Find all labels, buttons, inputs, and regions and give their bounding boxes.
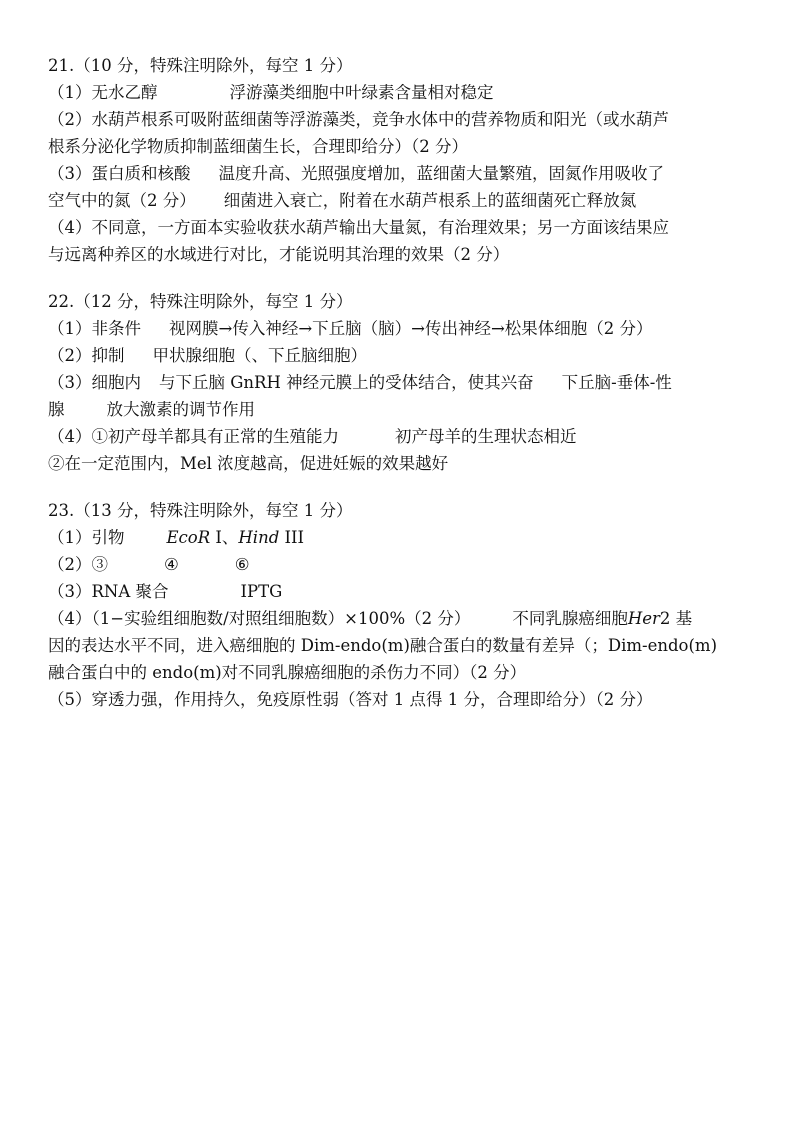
q22-2a: （2）抑制 bbox=[48, 346, 125, 365]
q23-answer-5: （5）穿透力强，作用持久，免疫原性弱（答对 1 点得 1 分，合理即给分）（2 分） bbox=[48, 690, 653, 709]
q22-3a: （3）细胞内 bbox=[48, 373, 141, 392]
q21-answer-2: （2）水葫芦根系可吸附蓝细菌等浮游藻类，竞争水体中的营养物质和阳光（或水葫芦 bbox=[48, 110, 669, 129]
q21-3b: 温度升高、光照强度增加，蓝细菌大量繁殖，固氮作用吸收了 bbox=[218, 164, 664, 183]
q22-2b: 甲状腺细胞（、下丘脑细胞） bbox=[152, 346, 367, 365]
q23-1b: EcoR bbox=[166, 528, 211, 547]
q23-4c: Her bbox=[627, 609, 660, 628]
q23-1d: Hind bbox=[238, 528, 280, 547]
q23-4b: 不同乳腺癌细胞 bbox=[512, 609, 628, 628]
q23-answer-4-cont: 因的表达水平不同，进入癌细胞的 Dim-endo(m)融合蛋白的数量有差异（；Dim-endo(m) bbox=[48, 636, 718, 655]
q21-answer-3 bbox=[48, 160, 760, 187]
q21-3c: 空气中的氮（2 分） bbox=[48, 191, 196, 210]
q23-4d: 2 基 bbox=[659, 609, 693, 628]
q23-answer-2 bbox=[48, 551, 760, 578]
q21-header: 21.（10 分，特殊注明除外，每空 1 分） bbox=[48, 56, 353, 75]
q22-4a: 腺 bbox=[48, 400, 65, 419]
question-23 bbox=[48, 497, 760, 713]
q23-answer-4 bbox=[48, 605, 760, 632]
q22-4b: 放大激素的调节作用 bbox=[106, 400, 255, 419]
q21-1b: 浮游藻类细胞中叶绿素含量相对稳定 bbox=[229, 83, 494, 102]
q23-3b: IPTG bbox=[240, 582, 283, 601]
q23-3a: （3）RNA 聚合 bbox=[48, 582, 169, 601]
q23-1c: I、 bbox=[210, 528, 239, 547]
q23-2b: ④ bbox=[164, 555, 179, 574]
q23-4a: （4）（1−实验组细胞数/对照组细胞数）×100%（2 分） bbox=[48, 609, 471, 628]
q21-answer-2-cont: 根系分泌化学物质抑制蓝细菌生长，合理即给分）（2 分） bbox=[48, 137, 468, 156]
q22-header: 22.（12 分，特殊注明除外，每空 1 分） bbox=[48, 292, 353, 311]
q23-1a: （1）引物 bbox=[48, 528, 125, 547]
q23-header: 23.（13 分，特殊注明除外，每空 1 分） bbox=[48, 501, 353, 520]
answer-sheet bbox=[48, 52, 760, 713]
q22-1b: 视网膜→传入神经→下丘脑（脑）→传出神经→松果体细胞（2 分） bbox=[169, 319, 653, 338]
q23-answer-4-cont2: 融合蛋白中的 endo(m)对不同乳腺癌细胞的杀伤力不同）（2 分） bbox=[48, 663, 527, 682]
q22-answer-2 bbox=[48, 342, 760, 369]
q22-3b: 与下丘脑 GnRH 神经元膜上的受体结合，使其兴奋 bbox=[159, 373, 534, 392]
q23-2c: ⑥ bbox=[234, 555, 250, 574]
q22-answer-4-cont: ②在一定范围内，Mel 浓度越高，促进妊娠的效果越好 bbox=[48, 454, 449, 473]
q21-answer-4-cont: 与远离种养区的水域进行对比，才能说明其治理的效果（2 分） bbox=[48, 245, 510, 264]
q23-answer-1 bbox=[48, 524, 760, 551]
q21-answer-4: （4）不同意，一方面本实验收获水葫芦输出大量氮，有治理效果；另一方面该结果应 bbox=[48, 218, 669, 237]
q21-1a: （1）无水乙醇 bbox=[48, 83, 158, 102]
q22-answer-3 bbox=[48, 369, 760, 396]
q22-3c: 下丘脑-垂体-性 bbox=[561, 373, 672, 392]
q23-2a: （2）③ bbox=[48, 555, 108, 574]
question-22 bbox=[48, 288, 760, 477]
q22-answer-3-cont bbox=[48, 396, 760, 423]
q21-3a: （3）蛋白质和核酸 bbox=[48, 164, 191, 183]
q22-1a: （1）非条件 bbox=[48, 319, 141, 338]
q21-answer-1 bbox=[48, 79, 760, 106]
q21-3d: 细菌进入衰亡，附着在水葫芦根系上的蓝细菌死亡释放氮 bbox=[223, 191, 637, 210]
q22-5b: 初产母羊的生理状态相近 bbox=[395, 427, 577, 446]
q21-answer-3-cont bbox=[48, 187, 760, 214]
q22-answer-1 bbox=[48, 315, 760, 342]
q22-answer-4 bbox=[48, 423, 760, 450]
q22-5a: （4）①初产母羊都具有正常的生殖能力 bbox=[48, 427, 339, 446]
question-21 bbox=[48, 52, 760, 268]
q23-answer-3 bbox=[48, 578, 760, 605]
q23-1e: III bbox=[279, 528, 305, 547]
